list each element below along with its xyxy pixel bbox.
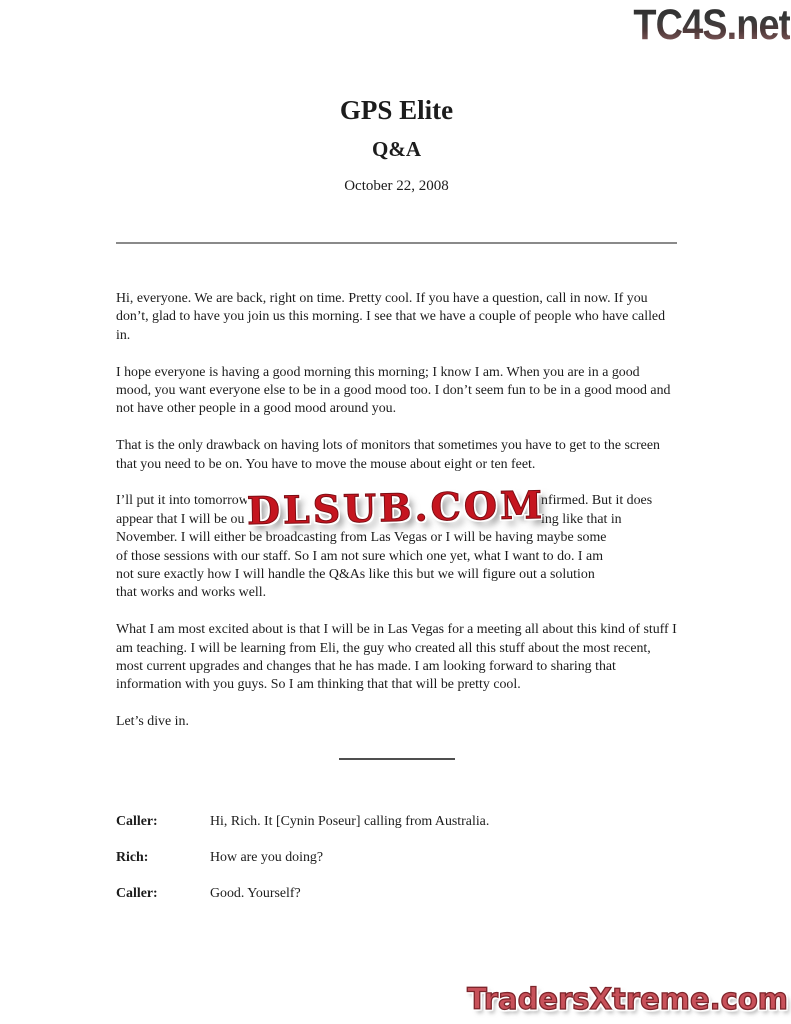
speaker-label: Caller: [116,885,158,901]
section-divider [339,758,455,760]
dialogue-row [116,813,677,831]
obscured-line-5: not sure exactly how I will handle the Q&As like this but we will figure out a solution [116,567,595,583]
speaker-label: Caller: [116,813,158,829]
paragraph-las-vegas: What I am most excited about is that I will be in Las Vegas for a meeting all about this kind of stuff I am teaching. I will be learning from Eli, the guy who created all this stuff about the most recent, most current upgrades and changes that he has made. I am looking forward to sharing that information with you guys. So I am thinking that that will be pretty cool. [116,622,677,693]
dialogue-row [116,849,677,867]
obscured-line-2-right: ing like that in [541,511,622,527]
dlsub-watermark: DLSUB.COM [246,482,546,534]
paragraph-intro: Hi, everyone. We are back, right on time. Pretty cool. If you have a question, call in now. If you don’t, glad to have you join us this morning. I see that we have a couple of people who have called in. [116,291,666,343]
page-subtitle: Q&A [372,137,421,161]
obscured-line-3: November. I will either be broadcasting from Las Vegas or I will be having maybe some [116,530,607,546]
paragraph-good-morning: I hope everyone is having a good morning this morning; I know I am. When you are in a good mood, you want everyone else to be in a good mood too. I don’t seem fun to be in a good mood and not have other people in a good mood around you. [116,364,671,417]
header-divider [116,242,677,244]
paragraph-monitors: That is the only drawback on having lots of monitors that sometimes you have to get to the screen that you need to be on. You have to move the mouse about eight or ten feet. [116,438,660,472]
tradersxtreme-logo: TradersXtreme.com [467,982,788,1016]
obscured-line-2-left: appear that I will be ou [116,511,245,527]
obscured-line-1-right: nfirmed. But it does [541,493,653,509]
speaker-text: Good. Yourself? [210,885,301,901]
obscured-line-4: of those sessions with our staff. So I am not sure which one yet, what I want to do. I am [116,548,603,564]
document-body [116,0,677,921]
speaker-label: Rich: [116,849,149,865]
dialogue-row [116,885,677,903]
paragraph-obscured [116,482,677,602]
document-date: October 22, 2008 [344,178,449,194]
speaker-text: Hi, Rich. It [Cynin Poseur] calling from Australia. [210,813,490,829]
obscured-line-1-left: I’ll put it into tomorrow [116,493,249,509]
obscured-line-6: that works and works well. [116,585,267,601]
closing-line: Let’s dive in. [116,714,189,730]
speaker-text: How are you doing? [210,849,324,865]
tc4s-logo: TC4S.net [633,1,790,49]
page-title: GPS Elite [339,95,454,125]
dialogue-section [116,813,677,903]
